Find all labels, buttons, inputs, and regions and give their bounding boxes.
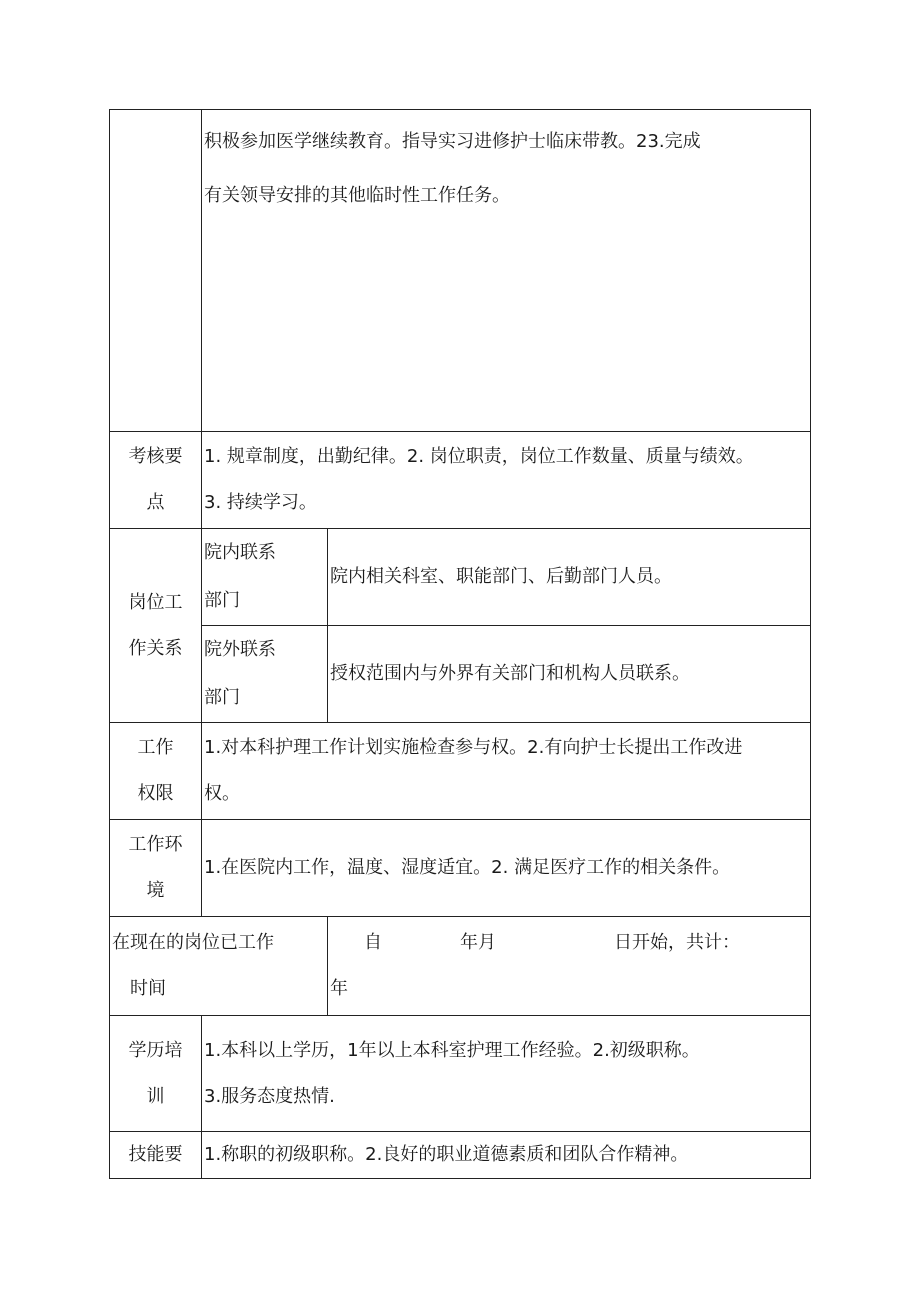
tenure-row — [110, 917, 811, 1016]
external-contact-value: 授权范围内与外界有关部门和机构人员联系。 — [328, 626, 811, 723]
internal-contact-value: 院内相关科室、职能部门、后勤部门人员。 — [328, 529, 811, 626]
tenure-day-start: 日开始，共计： — [614, 932, 740, 953]
assessment-label: 考核要 点 — [110, 432, 202, 529]
skills-row — [110, 1132, 811, 1179]
skills-label: 技能要 — [110, 1132, 202, 1179]
education-row — [110, 1016, 811, 1132]
external-contact-label: 院外联系 部门 — [202, 626, 328, 723]
relations-internal-row — [110, 529, 811, 626]
tenure-year-month: 年月 — [460, 932, 496, 953]
duties-line-2: 有关领导安排的其他临时性工作任务。 — [204, 185, 510, 206]
environment-content: 1.在医院内工作，温度、湿度适宜。2. 满足医疗工作的相关条件。 — [202, 820, 811, 917]
skills-content: 1.称职的初级职称。2.良好的职业道德素质和团队合作精神。 — [202, 1132, 811, 1179]
environment-label: 工作环 境 — [110, 820, 202, 917]
assessment-row — [110, 432, 811, 529]
duties-content-cell — [202, 110, 811, 432]
education-label: 学历培 训 — [110, 1016, 202, 1132]
tenure-from: 自 — [364, 932, 382, 953]
education-content: 1.本科以上学历，1年以上本科室护理工作经验。2.初级职称。 3.服务态度热情. — [202, 1016, 811, 1132]
tenure-year-unit: 年 — [330, 978, 348, 999]
relations-external-row — [110, 626, 811, 723]
duties-row — [110, 110, 811, 432]
duties-line-1: 积极参加医学继续教育。指导实习进修护士临床带教。23.完成 — [204, 131, 701, 152]
internal-contact-label: 院内联系 部门 — [202, 529, 328, 626]
assessment-content: 1. 规章制度，出勤纪律。2. 岗位职责，岗位工作数量、质量与绩效。 3. 持续学习。 — [202, 432, 811, 529]
authority-row — [110, 723, 811, 820]
duties-label-cell — [110, 110, 202, 432]
authority-content: 1.对本科护理工作计划实施检查参与权。2.有向护士长提出工作改进 权。 — [202, 723, 811, 820]
relations-label: 岗位工 作关系 — [110, 529, 202, 723]
tenure-label: 在现在的岗位已工作 时间 — [110, 917, 328, 1016]
tenure-value — [328, 917, 811, 1016]
environment-row — [110, 820, 811, 917]
authority-label: 工作 权限 — [110, 723, 202, 820]
job-description-table — [109, 109, 811, 1179]
